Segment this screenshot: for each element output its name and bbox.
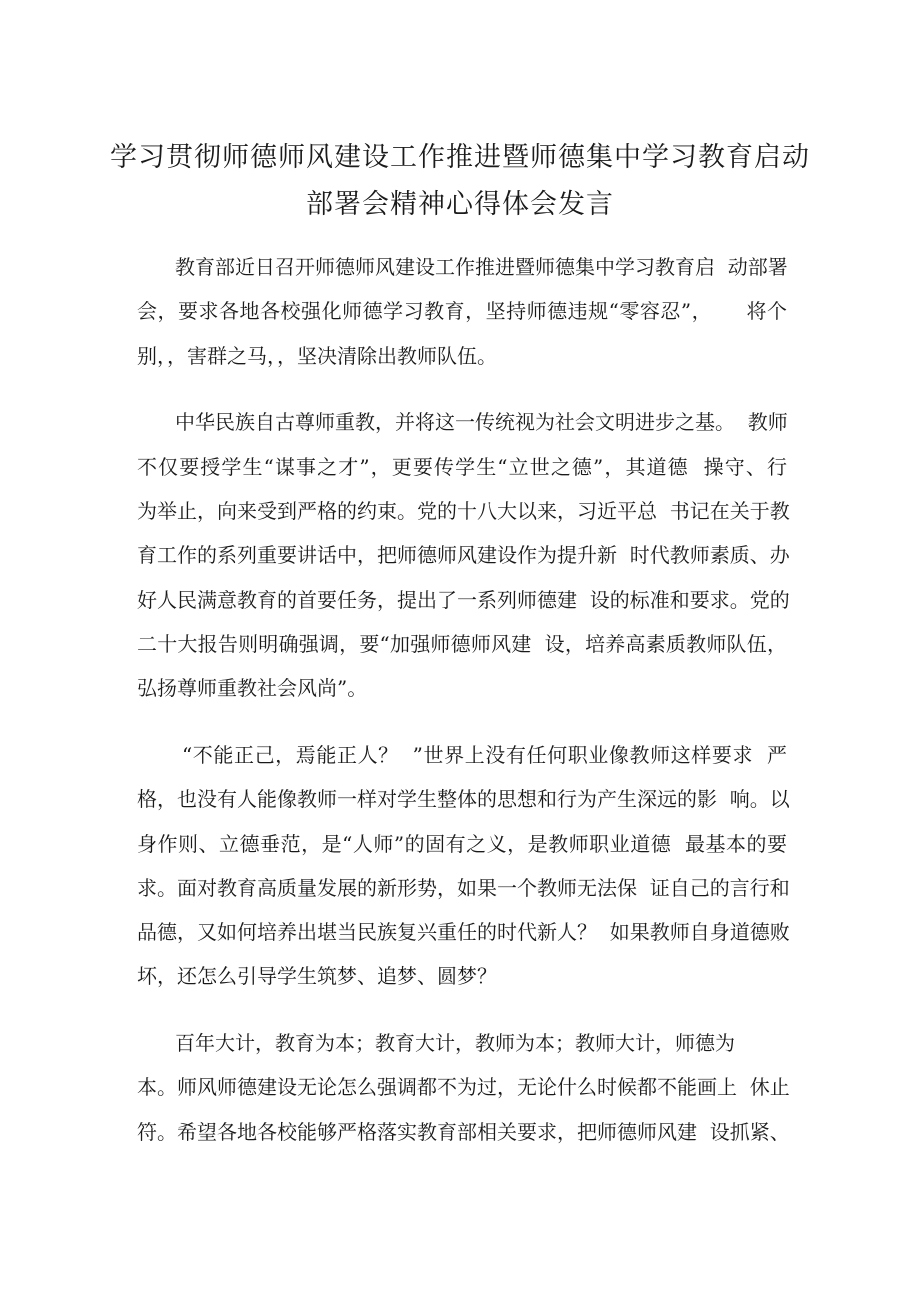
paragraph-line: 不仅要授学生“谋事之才”，更要传学生“立世之德”，其道德 操守、行 bbox=[137, 455, 787, 479]
paragraph-line: 育工作的系列重要讲话中，把师德师风建设作为提升新 时代教师素质、办 bbox=[137, 543, 790, 567]
document-title-line-1: 学习贯彻师德师风建设工作推进暨师德集中学习教育启动 bbox=[110, 142, 810, 173]
paragraph-line: 百年大计，教育为本；教育大计，教师为本；教师大计，师德为 bbox=[175, 1031, 735, 1055]
paragraph-line: 求。面对教育高质量发展的新形势，如果一个教师无法保 证自己的言行和 bbox=[137, 876, 790, 900]
paragraph-line: 会，要求各地各校强化师德学习教育，坚持师德违规“零容忍”， 将个 bbox=[137, 299, 787, 323]
paragraph-line: 品德，又如何培养出堪当民族复兴重任的时代新人？ 如果教师自身道德败 bbox=[137, 920, 790, 944]
paragraph-line: 别，，害群之马，，坚决清除出教师队伍。 bbox=[137, 344, 497, 368]
paragraph-line: 二十大报告则明确强调，要“加强师德师风建 设，培养高素质教师队伍， bbox=[137, 632, 787, 656]
paragraph-line: 坏，还怎么引导学生筑梦、追梦、圆梦？ bbox=[137, 964, 497, 988]
paragraph-line: 弘扬尊师重教社会风尚”。 bbox=[137, 676, 368, 700]
paragraph-line: “不能正己，焉能正人？ ”世界上没有任何职业像教师这样要求 严 bbox=[175, 743, 787, 767]
paragraph-line: 本。师风师德建设无论怎么强调都不为过，无论什么时候都不能画上 休止 bbox=[137, 1075, 790, 1099]
paragraph-line: 为举止，向来受到严格的约束。党的十八大以来，习近平总 书记在关于教 bbox=[137, 499, 790, 523]
paragraph-line: 好人民满意教育的首要任务，提出了一系列师德建 设的标准和要求。党的 bbox=[137, 588, 790, 612]
paragraph-line: 教育部近日召开师德师风建设工作推进暨师德集中学习教育启 动部署 bbox=[175, 255, 788, 279]
paragraph-line: 格，也没有人能像教师一样对学生整体的思想和行为产生深远的影 响。以 bbox=[137, 787, 790, 811]
paragraph-line: 中华民族自古尊师重教，并将这一传统视为社会文明进步之基。 教师 bbox=[175, 410, 788, 434]
document-title-line-2: 部署会精神心得体会发言 bbox=[306, 189, 614, 220]
paragraph-line: 身作则、立德垂范，是“人师”的固有之义，是教师职业道德 最基本的要 bbox=[137, 832, 787, 856]
paragraph-line: 符。希望各地各校能够严格落实教育部相关要求，把师德师风建 设抓紧、 bbox=[137, 1120, 790, 1144]
